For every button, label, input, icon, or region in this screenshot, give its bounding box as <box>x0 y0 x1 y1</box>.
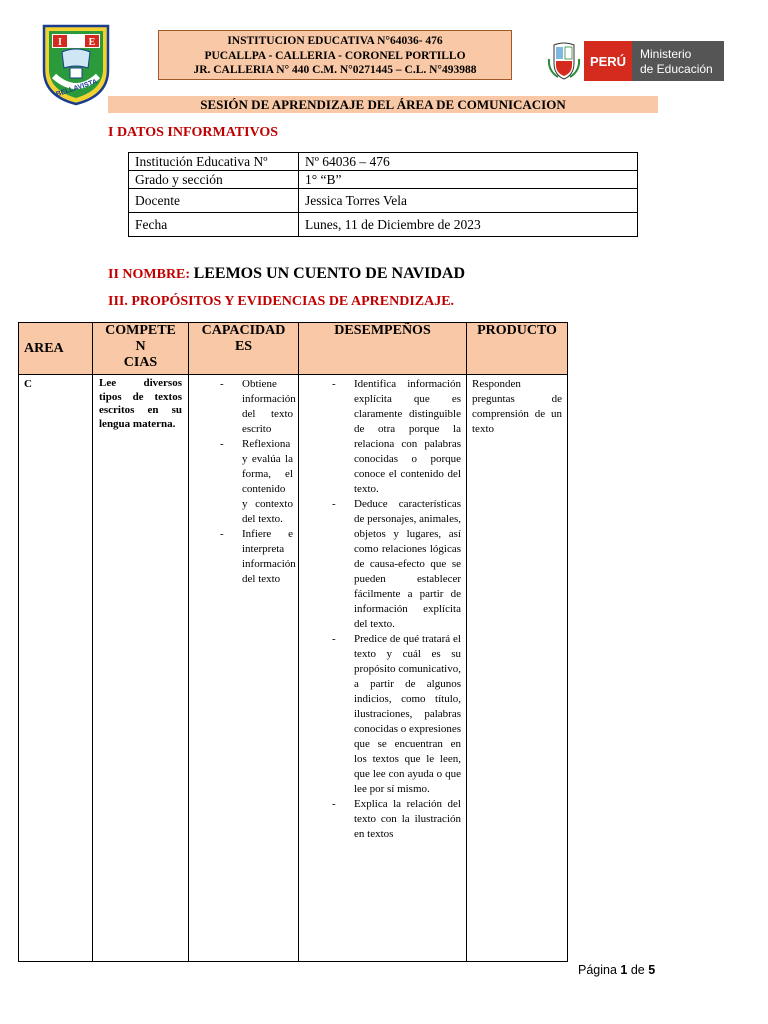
info-label: Institución Educativa Nº <box>129 153 299 171</box>
logo-letter-i: I <box>58 37 62 48</box>
header-desempenos: DESEMPEÑOS <box>299 323 467 375</box>
section-nombre-label: II NOMBRE: <box>108 267 194 282</box>
school-name: INSTITUCION EDUCATIVA N°64036- 476 <box>227 35 443 47</box>
competencia-cell: Lee diversos tipos de textos escritos en su lengua materna. <box>93 375 189 962</box>
info-value: Nº 64036 – 476 <box>299 153 638 171</box>
ministry-logo <box>546 41 724 81</box>
info-row <box>129 171 638 189</box>
school-logo <box>40 24 112 106</box>
desempenos-cell <box>299 375 467 962</box>
capacidades-cell <box>189 375 299 962</box>
header-competencias <box>93 323 189 375</box>
header-competencias-line: COMPETE <box>105 323 176 338</box>
info-row <box>129 189 638 213</box>
header-capacidades <box>189 323 299 375</box>
page-prefix: Página <box>578 963 621 977</box>
page-number <box>578 963 655 977</box>
info-label: Docente <box>129 189 299 213</box>
list-item: - Predice de qué tratará el texto y cuál es su propósito comunicativo, a partir de algunos indicios, como título, ilustraciones, palabras conocidas o expresiones que se encuentran en los textos que le leen, que lee con ayuda o que lee por sí mismo. <box>304 632 461 797</box>
header-capacidades-line: ES <box>234 339 253 354</box>
list-item: - Obtiene información del texto escrito <box>194 377 293 437</box>
school-address: JR. CALLERIA N° 440 C.M. N°0271445 – C.L. N°493988 <box>193 64 477 76</box>
table-header-row <box>19 323 568 375</box>
info-table <box>128 152 638 237</box>
logo-letter-e: E <box>88 37 96 48</box>
purposes-table <box>18 322 568 962</box>
logo-label: BELLAVISTA <box>55 78 99 99</box>
header-competencias-line: N <box>135 339 146 354</box>
info-label: Fecha <box>129 213 299 237</box>
page-current: 1 <box>620 963 628 977</box>
info-value: Jessica Torres Vela <box>299 189 638 213</box>
section-propositos-title: III. PROPÓSITOS Y EVIDENCIAS DE APRENDIZAJE. <box>108 294 455 309</box>
header-area: AREA <box>19 323 93 375</box>
list-item: - Identifica información explícita que es claramente distinguible de otra porque la relaciona con palabras conocidas o porque conoce el contenido del texto. <box>304 377 461 497</box>
info-value: 1° “B” <box>299 171 638 189</box>
ministry-line2: de Educación <box>640 62 713 76</box>
peru-label: PERÚ <box>589 54 627 69</box>
info-row <box>129 213 638 237</box>
info-label: Grado y sección <box>129 171 299 189</box>
header-producto: PRODUCTO <box>467 323 568 375</box>
info-value: Lunes, 11 de Diciembre de 2023 <box>299 213 638 237</box>
table-row <box>19 375 568 962</box>
list-item: - Deduce características de personajes, animales, objetos y lugares, así como relaciones lógicas de causa-efecto que se pueden establecer fácilmente a partir de información explícita del texto. <box>304 497 461 632</box>
school-location: PUCALLPA - CALLERIA - CORONEL PORTILLO <box>204 49 466 62</box>
list-item: - Infiere e interpreta información del texto <box>194 527 293 587</box>
peru-shield-icon <box>549 43 579 79</box>
header-capacidades-line: CAPACIDAD <box>201 323 286 338</box>
school-header <box>158 30 512 80</box>
section-datos-title: I DATOS INFORMATIVOS <box>108 125 279 140</box>
area-cell: C <box>19 375 93 962</box>
section-nombre <box>108 265 465 283</box>
ministry-line1: Ministerio <box>640 47 692 61</box>
producto-cell: Responden preguntas de comprensión de un texto <box>467 375 568 962</box>
page-of: de <box>627 963 649 977</box>
info-row <box>129 153 638 171</box>
list-item: - Explica la relación del texto con la ilustración en textos <box>304 797 461 842</box>
session-title: SESIÓN DE APRENDIZAJE DEL ÁREA DE COMUNICACION <box>108 96 658 113</box>
session-name: LEEMOS UN CUENTO DE NAVIDAD <box>193 265 466 282</box>
list-item: - Reflexiona y evalúa la forma, el contenido y contexto del texto. <box>194 437 293 527</box>
page-total: 5 <box>648 963 656 977</box>
header-competencias-line: CIAS <box>123 355 158 370</box>
